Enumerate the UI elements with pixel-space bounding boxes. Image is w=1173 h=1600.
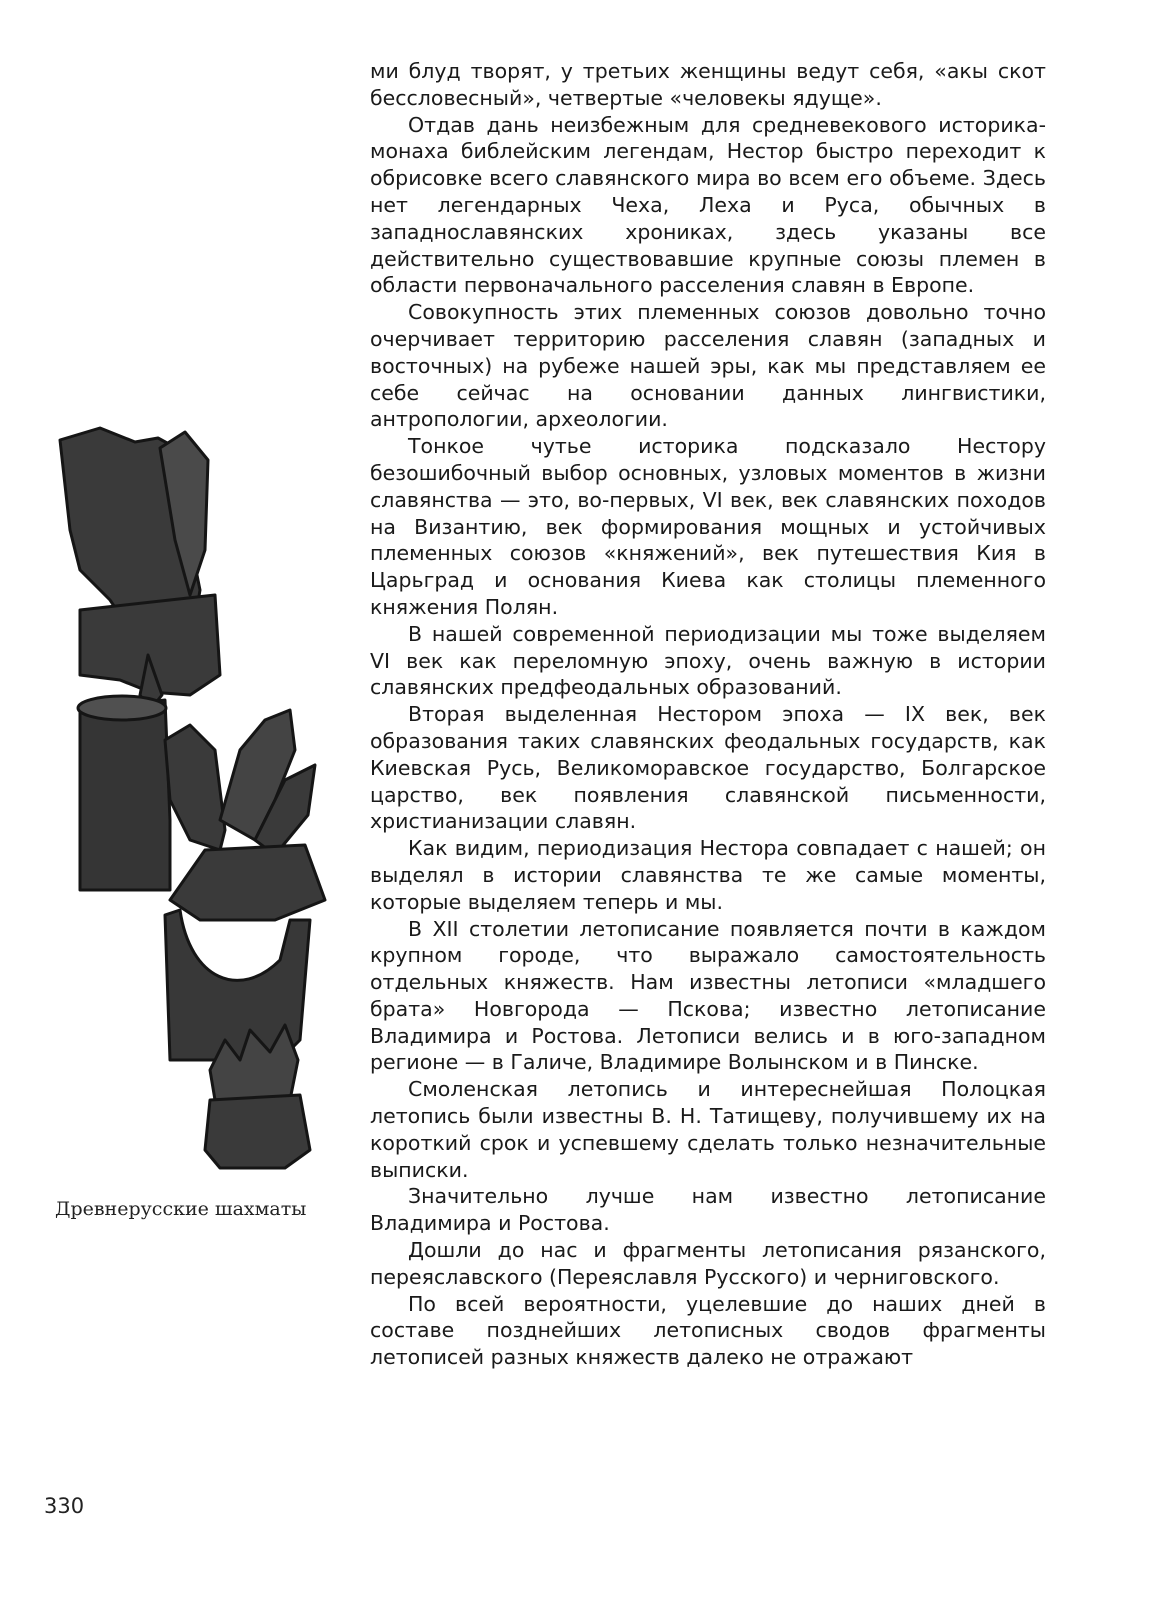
paragraph-2: Отдав дань неизбежным для средневекового историка-монаха библейским легендам, Нестор быстро переходит к обрисовке всего славянского мира во всем его объеме. Здесь нет легендарных Чеха, Леха и Руса, обычных в западнославянских хрониках, здесь указаны все действительно существовавшие крупные союзы племен в области первоначального расселения славян в Европе. [370,112,1046,298]
paragraph-4: Тонкое чутье историка подсказало Нестору безошибочный выбор основных, узловых моментов в жизни славянства — это, во-первых, VI век, век славянских походов на Византию, век формирования мощных и устойчивых племенных союзов «княжений», век путешествия Кия в Царьград и основания Киева как столицы племенного княжения Полян. [370,434,1046,619]
paragraph-11: Дошли до нас и фрагменты летописания рязанского, переяславского (Переяславля Русского) и черниговского. [370,1238,1046,1289]
paragraph-5: В нашей современной периодизации мы тоже выделяем VI век как переломную эпоху, очень важную в истории славянских предфеодальных образований. [370,621,1046,700]
paragraph-8: В XII столетии летописание появляется почти в каждом крупном городе, что выражало самостоятельность отдельных княжеств. Нам известны летописи «младшего брата» Новгорода — Пскова; известно летописание Владимира и Ростова. Летописи велись и в юго-западном регионе — в Галиче, Владимире Волынском и в Пинске. [370,916,1046,1075]
page-number: 330 [44,1494,85,1518]
paragraph-10: Значительно лучше нам известно летописание Владимира и Ростова. [370,1184,1046,1236]
piece-middle-body [80,700,170,890]
piece-bottom-base [205,1095,310,1168]
chess-pieces-icon [40,420,340,1180]
piece-leaf-left [165,725,225,850]
chess-pieces-illustration [40,420,340,1180]
paragraph-1: ми блуд творят, у третьих женщины ведут себя, «акы скот бессловесный», четвертые «человекы ядуще». [370,59,1046,110]
paragraph-7: Как видим, периодизация Нестора совпадает с нашей; он выделял в истории славянства те же самые моменты, которые выделяем теперь и мы. [370,836,1046,914]
piece-middle-top [78,696,166,720]
paragraph-3: Совокупность этих племенных союзов довольно точно очерчивает территорию расселения славян (западных и восточных) на рубеже нашей эры, как мы представляем ее себе сейчас на основании данных лингвистики, антропологии, археологии. [370,300,1046,432]
paragraph-12: По всей вероятности, уцелевшие до наших дней в составе позднейших летописных сводов фрагменты летописей разных княжеств далеко не отражают [370,1291,1046,1370]
figure-caption: Древнерусские шахматы [55,1198,307,1220]
piece-middle-base [170,845,325,920]
paragraph-6: Вторая выделенная Нестором эпоха — IX век, век образования таких славянских феодальных государств, как Киевская Русь, Великоморавское государство, Болгарское царство, век появления славянской письменности, христианизации славян. [370,702,1046,834]
paragraph-9: Смоленская летопись и интереснейшая Полоцкая летопись были известны В. Н. Татищеву, получившему их на короткий срок и успевшему сделать только незначительные выписки. [370,1077,1046,1182]
body-text [370,58,1046,1371]
